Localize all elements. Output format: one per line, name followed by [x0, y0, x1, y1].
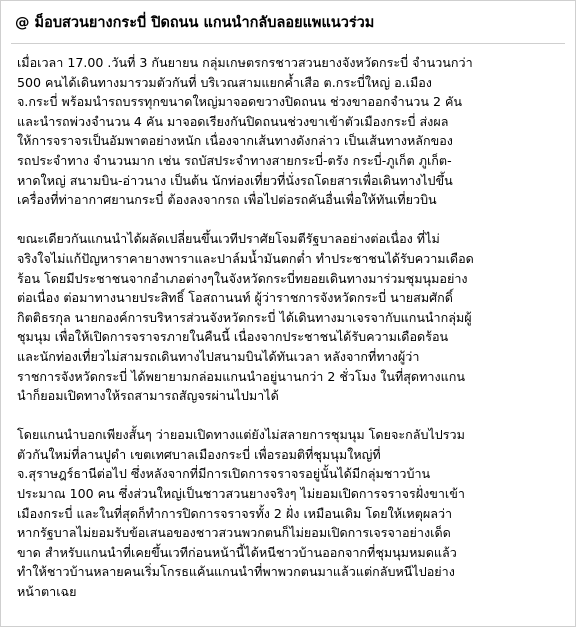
paragraph-line: และนักท่องเที่ยวไม่สามรถเดินทางไปสนามบินได้ทันเวลา หลังจากที่ทางผู้ว่า: [17, 348, 420, 364]
article-body: [17, 53, 563, 621]
paragraph-line: รถประจำทาง จำนวนมาก เช่น รถบัสประจำทางสายกระบี่-ตรัง กระบี่-ภูเก็ต ภูเก็ต-: [17, 152, 452, 168]
paragraph-line: ขณะเดียวกันแกนนำได้ผลัดเปลี่ยนขึ้นเวทีปราศัยโจมตีรัฐบาลอย่างต่อเนื่อง ที่ไม่: [17, 231, 440, 247]
article-paragraph: [17, 229, 563, 405]
paragraph-line: โดยแกนนำบอกเพียงสั้นๆ ว่ายอมเปิดทางแต่ยังไม่สลายการชุมนุม โดยจะกลับไปรวม: [17, 427, 465, 443]
article-headline: @ ม็อบสวนยางกระบี่ ปิดถนน แกนนำกลับลอยแพแนวร่วม: [15, 15, 375, 31]
paragraph-line: นำก็ยอมเปิดทางให้รถสามารถสัญจรผ่านไปมาได้: [17, 388, 279, 404]
paragraph-line: หากรัฐบาลไม่ยอมรับข้อเสนอของชาวสวนพวกตนก็ไม่ยอมเปิดการเจรจาอย่างเด็ด: [17, 525, 451, 541]
paragraph-line: ตัวกันใหม่ที่ลานปูดำ เขตเทศบาลเมืองกระบี่ เพื่อรอมติที่ชุมนุมใหญ่ที่: [17, 446, 381, 462]
article-paragraph: [17, 425, 563, 601]
paragraph-line: ให้การจราจรเป็นอัมพาตอย่างหนัก เนื่องจากเส้นทางดังกล่าว เป็นเส้นทางหลักของ: [17, 133, 453, 149]
paragraph-line: หน้าตาเฉย: [17, 584, 77, 600]
paragraph-line: ขาด สำหรับแกนนำที่เคยขึ้นเวทีก่อนหน้านี้ได้หนีชาวบ้านออกจากที่ชุมนุมหมดแล้ว: [17, 544, 457, 560]
paragraph-line: ต่อเนื่อง ต่อมาทางนายประสิทธิ์ โอสถานนท์ ผู้ว่าราชการจังหวัดกระบี่ นายสมศักดิ์: [17, 290, 453, 306]
paragraph-line: 500 คนได้เดินทางมารวมตัวกันที่ บริเวณสามแยกค้ำเสือ ต.กระบี่ใหญ่ อ.เมือง: [17, 74, 432, 90]
paragraph-line: ชุมนุม เพื่อให้เปิดการจราจรภายในคืนนี้ เนื่องจากประชาชนได้รับความเดือดร้อน: [17, 329, 449, 345]
paragraph-line: เมื่อเวลา 17.00 .วันที่ 3 กันยายน กลุ่มเกษตรกรชาวสวนยางจังหวัดกระบี่ จำนวนกว่า: [17, 55, 473, 70]
paragraph-line: ทำให้ชาวบ้านหลายคนเริ่มโกรธแค้นแกนนำที่พาพวกตนมาแล้วแต่กลับหนีไปอย่าง: [17, 564, 455, 580]
paragraph-line: จริงใจไม่แก้ปัญหาราคายางพาราและปาล์มน้ำมันตกต่ำ ทำประชาชนได้รับความเดือด: [17, 250, 474, 266]
paragraph-line: จ.สุราษฎร์ธานีต่อไป ซึ่งหลังจากที่มีการเปิดการจราจรอยู่นั้นได้มีกลุ่มชาวบ้าน: [17, 466, 431, 482]
paragraph-line: หาดใหญ่ สนามบิน-อ่าวนาง เป็นต้น นักท่องเที่ยวที่นั่งรถโดยสารเพื่อเดินทางไปขึ้น: [17, 172, 453, 188]
paragraph-line: เมืองกระบี่ และในที่สุดก็ทำการปิดการจราจรทั้ง 2 ฝั่ง เหมือนเดิม โดยให้เหตุผลว่า: [17, 505, 453, 521]
article-paragraph: [17, 53, 563, 210]
paragraph-line: ประมาณ 100 คน ซึ่งส่วนใหญ่เป็นชาวสวนยางจริงๆ ไม่ยอมเปิดการจราจรฝั่งขาเข้า: [17, 486, 465, 502]
paragraph-line: และนำรถพ่วงจำนวน 4 คัน มาจอดเรียงกันปิดถนนช่วงขาเข้าตัวเมืองกระบี่ ส่งผล: [17, 113, 449, 129]
paragraph-line: กิตติธรกุล นายกองค์การบริหารส่วนจังหวัดกระบี่ ได้เดินทางมาเจรจากับแกนนำกลุ่มผู้: [17, 309, 472, 325]
paragraph-line: ร้อน โดยมีประชาชนจากอำเภอต่างๆในจังหวัดกระบี่ทยอยเดินทางมาร่วมชุมนุมอย่าง: [17, 270, 468, 286]
paragraph-line: ราชการจังหวัดกระบี่ ได้พยายามกล่อมแกนนำอยู่นานกว่า 2 ชั่วโมง ในที่สุดทางแกน: [17, 368, 465, 384]
paragraph-line: เครื่องที่ท่าอากาศยานกระบี่ ต้องลงจากรถ เพื่อไปต่อรถคันอื่นเพื่อให้ทันเที่ยวบิน: [17, 192, 437, 208]
headline-divider: [11, 43, 565, 44]
paragraph-line: จ.กระบี่ พร้อมนำรถบรรทุกขนาดใหญ่มาจอดขวางปิดถนน ช่วงขาออกจำนวน 2 คัน: [17, 94, 463, 110]
